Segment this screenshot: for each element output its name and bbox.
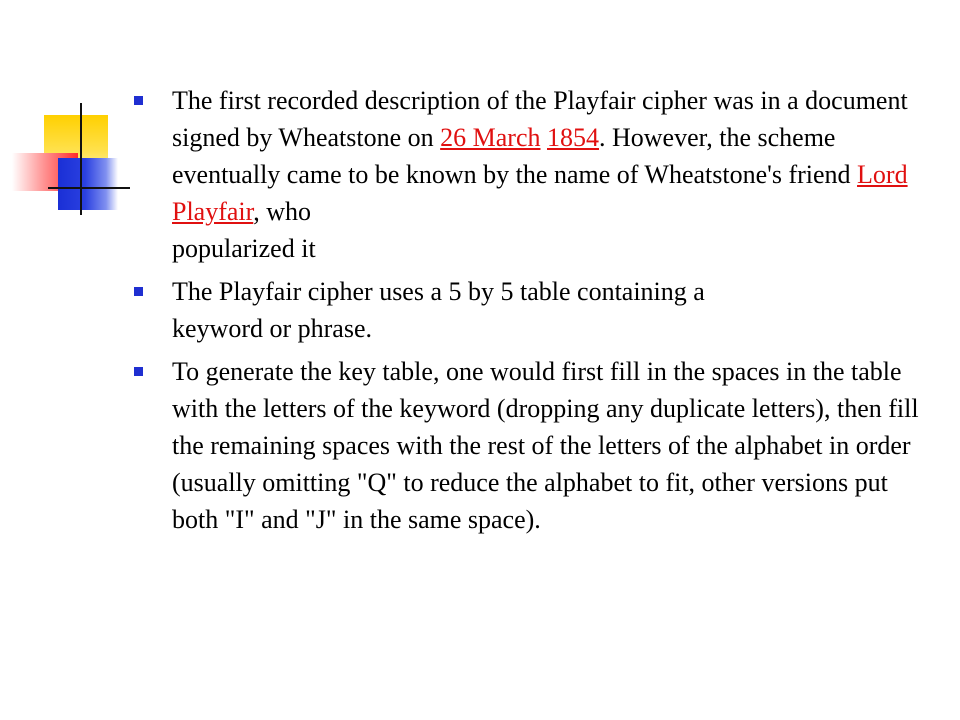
bullet-item <box>134 273 934 347</box>
text-span: . However, the scheme eventually came to be known by the name of Wheatstone's friend <box>172 123 858 189</box>
ornament-horizontal-line <box>48 187 130 189</box>
wiki-link[interactable]: 26 March <box>440 123 541 152</box>
text-span: The Playfair cipher uses a 5 by 5 table containing a <box>172 277 705 306</box>
bullet-list <box>134 82 934 544</box>
text-span: , who <box>253 197 312 226</box>
ornament-vertical-line <box>80 103 82 215</box>
bullet-item <box>134 82 934 267</box>
wiki-link[interactable]: 1854 <box>547 123 599 152</box>
wiki-link[interactable]: Lord Playfair <box>172 160 908 226</box>
ornament-blue-block <box>58 158 118 210</box>
bullet-text <box>172 353 934 538</box>
bullet-marker <box>134 287 143 296</box>
bullet-continuation: popularized it <box>172 234 316 263</box>
bullet-marker <box>134 96 143 105</box>
bullet-text <box>172 273 934 310</box>
bullet-item <box>134 353 934 538</box>
bullet-text <box>172 82 934 230</box>
text-span: The first recorded description of the Playfair cipher was in a document signed by Wheatstone on <box>172 86 908 152</box>
bullet-continuation: keyword or phrase. <box>172 314 372 343</box>
decorative-ornament <box>0 0 140 230</box>
text-span: To generate the key table, one would first fill in the spaces in the table with the letters of the keyword (dropping any duplicate letters), then fill the remaining spaces with the rest of the letters of the alphabet in order (usually omitting "Q" to reduce the alphabet to fit, other versions put both "I" and "J" in the same space). <box>172 357 919 534</box>
bullet-marker <box>134 367 143 376</box>
